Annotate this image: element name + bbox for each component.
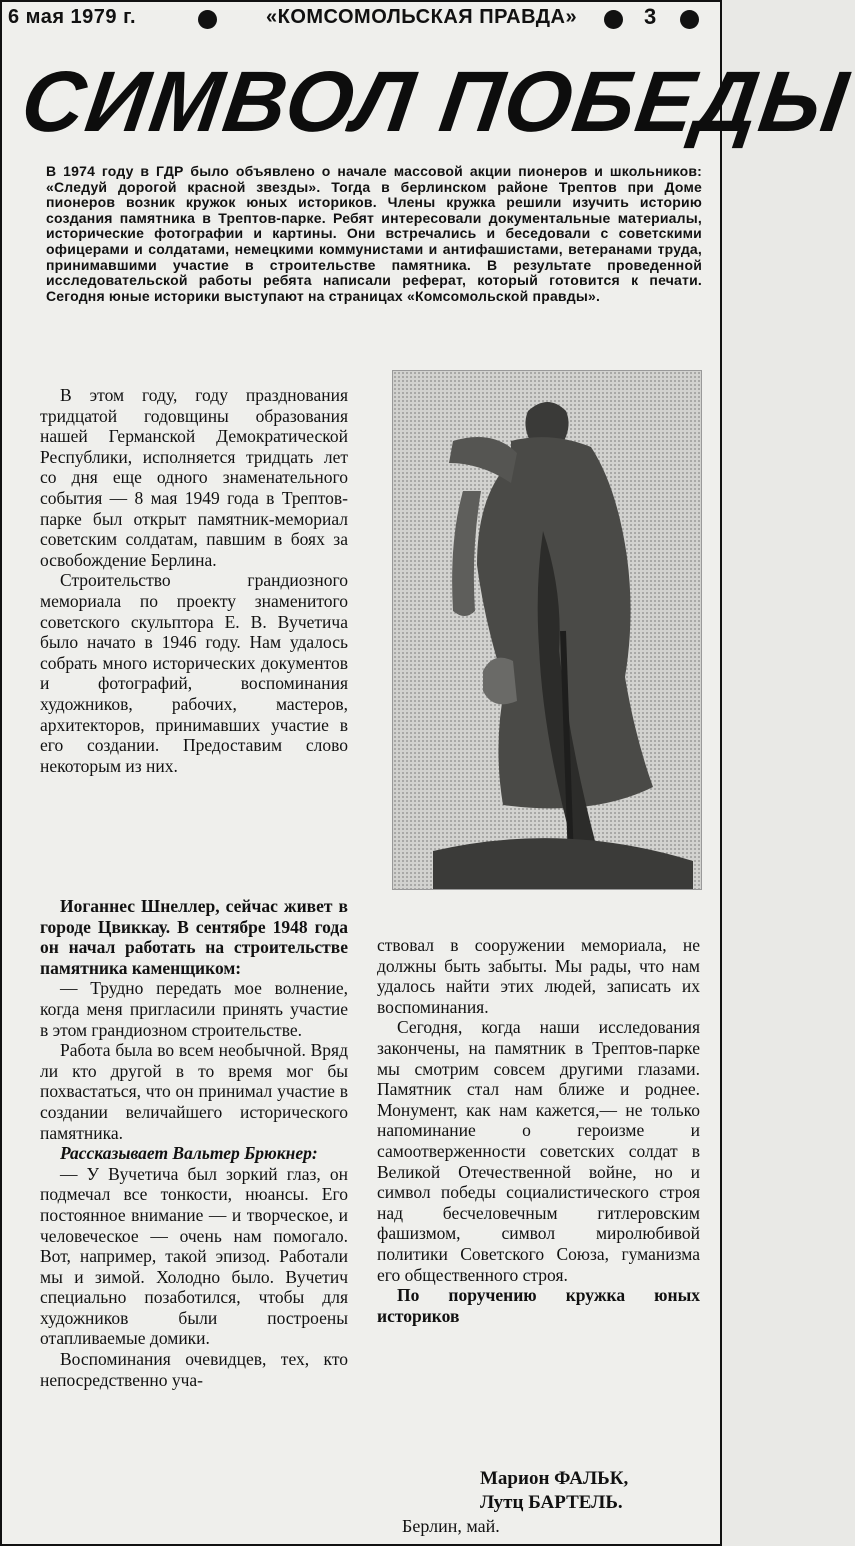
paragraph: — Трудно передать мое волнение, когда меня пригласили принять участие в этом грандиозном строительстве. <box>40 978 348 1040</box>
dateline: Берлин, май. <box>402 1516 500 1536</box>
article-intro: В 1974 году в ГДР было объявлено о начале массовой акции пионеров и школьников: «Следуй дорогой красной звезды». Тогда в берлинском районе Трептов при Доме пионеров возник кружок юных историков. Члены кружка решили изучить историю создания памятника в Трептов-парке. Ребят интересовали документальные материалы, исторические фотографии и картины. Они встречались и беседовали с советскими офицерами и солдатами, немецкими коммунистами и антифашистами, ветеранами труда, принимавшими участие в строительстве памятника. В результате проведенной исследовательской работы ребята написали реферат, который готовится к печати. Сегодня юные историки выступают на страницах «Комсомольской правды». <box>46 163 702 304</box>
paragraph: Строительство грандиозного мемориала по проекту знаменитого советского скульптора Е. В. Вучетича было начато в 1946 году. Нам удалось собрать много исторических документов и фотографий, воспоминания художников, рабочих, мастеров, архитекторов, принимавших участие в его создании. Предоставим слово некоторым из них. <box>40 570 348 776</box>
column-1-bottom <box>40 896 348 1390</box>
paragraph: Сегодня, когда наши исследования закончены, на памятник в Трептов-парке мы смотрим совсем другими глазами. Памятник стал нам ближе и роднее. Монумент, как нам кажется,— не только напоминание о героизме и самоотверженности советских солдат в Великой Отечественной войне, но и символ победы социалистического строя над бесчеловечным гитлеровским фашизмом, символ миролюбивой политики Советского Союза, гуманизма его общественного строя. <box>377 1017 700 1285</box>
paragraph: В этом году, году празднования тридцатой годовщины образования нашей Германской Демократической Республики, исполняется тридцать лет со дня еще одного знаменательного события — 8 мая 1949 года в Трептов-парке был открыт памятник-мемориал советским солдатам, павшим в боях за освобождение Берлина. <box>40 385 348 570</box>
paragraph: Воспоминания очевидцев, тех, кто непосредственно уча- <box>40 1349 348 1390</box>
article-title: СИМВОЛ ПОБЕДЫ <box>15 54 855 150</box>
paragraph: ствовал в сооружении мемориала, не должны быть забыты. Мы рады, что нам удалось найти этих людей, записать их воспоминания. <box>377 935 700 1017</box>
issue-date: 6 мая 1979 г. <box>8 6 136 28</box>
newspaper-name: «КОМСОМОЛЬСКАЯ ПРАВДА» <box>266 6 578 28</box>
soldier-monument-image <box>393 371 701 889</box>
paragraph-lead: Иоганнес Шнеллер, сейчас живет в городе Цвиккау. В сентябре 1948 года он начал работать на строительстве памятника каменщиком: <box>40 896 348 978</box>
author-signature: Лутц БАРТЕЛЬ. <box>480 1492 623 1513</box>
byline-note: По поручению кружка юных историков <box>377 1285 700 1326</box>
masthead <box>8 4 712 32</box>
paragraph-lead: Рассказывает Вальтер Брюкнер: <box>60 1143 318 1164</box>
bullet-icon <box>680 10 699 29</box>
page-number: 3 <box>644 4 657 29</box>
column-2 <box>377 935 700 1326</box>
paragraph: — У Вучетича был зоркий глаз, он подмечал все тонкости, нюансы. Его постоянное внимание — и творческое, и человеческое — очень нам помогало. Вот, например, такой эпизод. Работали мы и зимой. Холодно было. Вучетич специально позаботился, чтобы для художников были построены отапливаемые домики. <box>40 1163 348 1349</box>
monument-photo <box>392 370 702 890</box>
author-signature: Марион ФАЛЬК, <box>480 1468 629 1489</box>
paragraph: Работа была во всем необычной. Вряд ли кто другой в то время мог бы похвастаться, что он принимал участие в создании величайшего исторического памятника. <box>40 1040 348 1143</box>
column-1-top <box>40 385 348 776</box>
bullet-icon <box>604 10 623 29</box>
bullet-icon <box>198 10 217 29</box>
